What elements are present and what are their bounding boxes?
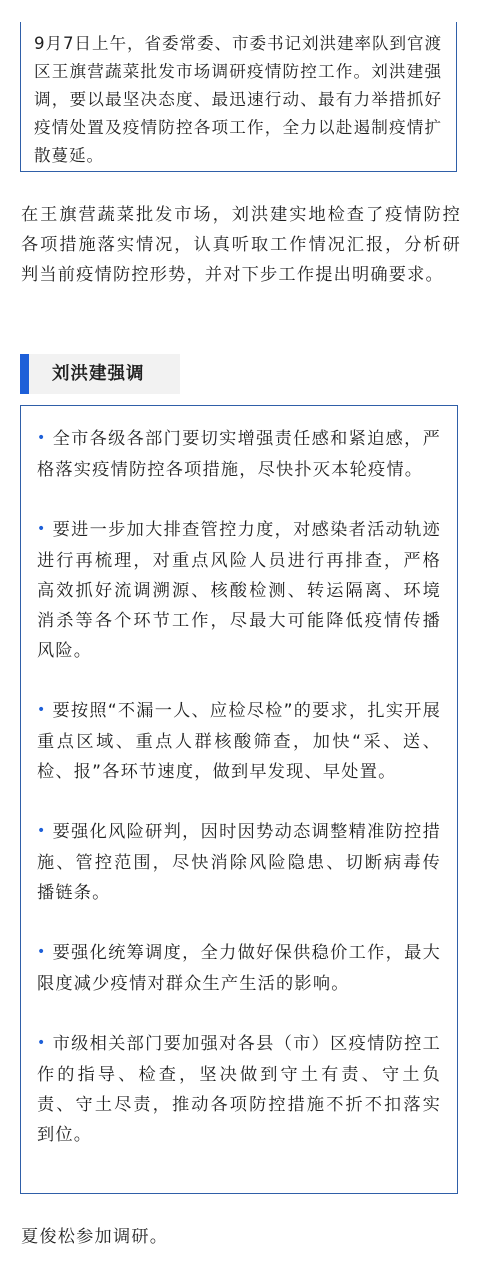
summary-box [20,22,457,172]
bullet-icon: • [37,1035,47,1051]
section-accent-bar [20,354,29,394]
key-point [37,1029,441,1150]
bullet-icon: • [37,521,47,537]
section-header [20,354,180,394]
key-point-text: 全市各级各部门要切实增强责任感和紧迫感，严格落实疫情防控各项措施，尽快扑灭本轮疫情。 [37,429,441,480]
bullet-icon: • [37,823,47,839]
key-point [37,696,441,787]
key-point-text: 要进一步加大排查管控力度，对感染者活动轨迹进行再梳理，对重点风险人员进行再排查，严格高效抓好流调溯源、核酸检测、转运隔离、环境消杀等各个环节工作，尽最大可能降低疫情传播风险。 [37,520,441,661]
key-point-text: 要强化风险研判，因时因势动态调整精准防控措施、管控范围，尽快消除风险隐患、切断病毒传播链条。 [37,822,441,903]
key-point [37,424,441,485]
key-point-text: 市级相关部门要加强对各县（市）区疫情防控工作的指导、检查，坚决做到守土有责、守土负责、守土尽责，推动各项防控措施不折不扣落实到位。 [37,1034,441,1145]
intro-paragraph: 在王旗营蔬菜批发市场，刘洪建实地检查了疫情防控各项措施落实情况，认真听取工作情况汇报，分析研判当前疫情防控形势，并对下步工作提出明确要求。 [21,205,461,285]
bullet-icon: • [37,702,47,718]
key-point-text: 要强化统筹调度，全力做好保供稳价工作，最大限度减少疫情对群众生产生活的影响。 [37,943,441,994]
bullet-icon: • [37,944,47,960]
closing-paragraph: 夏俊松参加调研。 [21,1227,169,1247]
key-point-text: 要按照“不漏一人、应检尽检”的要求，扎实开展重点区域、重点人群核酸筛查，加快“采、送、检、报”各环节速度，做到早发现、早处置。 [37,701,441,782]
section-title: 刘洪建强调 [52,364,145,384]
key-point [37,515,441,666]
key-point [37,817,441,908]
key-point [37,938,441,999]
bullet-icon: • [37,430,47,446]
key-points-box [20,405,458,1194]
summary-text: 9月7日上午，省委常委、市委书记刘洪建率队到官渡区王旗营蔬菜批发市场调研疫情防控工作。刘洪建强调，要以最坚决态度、最迅速行动、最有力举措抓好疫情处置及疫情防控各项工作，全力以赴遏制疫情扩散蔓延。 [34,34,442,165]
